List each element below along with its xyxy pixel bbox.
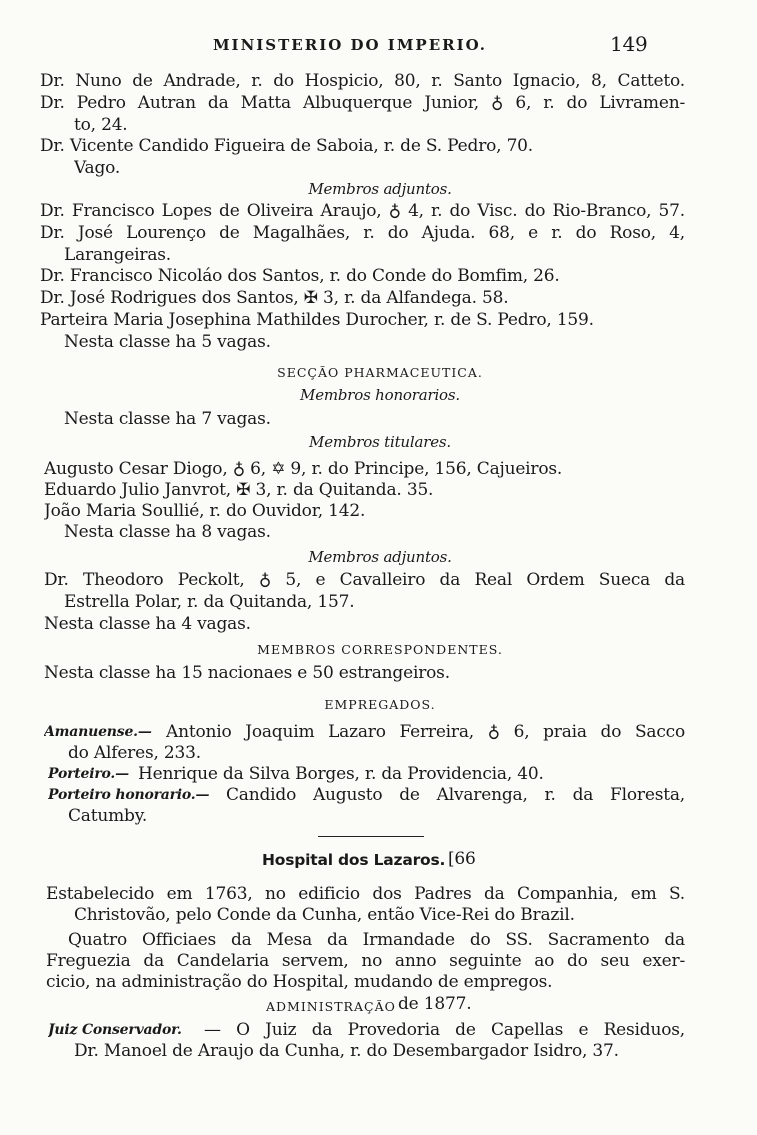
entry-line: Parteira Maria Josephina Mathildes Durocher, r. de S. Pedro, 159. bbox=[40, 310, 594, 330]
vacancy-note: Nesta classe ha 8 vagas. bbox=[64, 522, 271, 542]
entry-line: Dr. Manoel de Araujo da Cunha, r. do Desembargador Isidro, 37. bbox=[74, 1041, 619, 1061]
entry-line: Dr. José Lourenço de Magalhães, r. do Ajuda. 68, e r. do Roso, 4, bbox=[40, 223, 685, 243]
vacancy-note: Nesta classe ha 15 nacionaes e 50 estrangeiros. bbox=[44, 663, 450, 683]
subsection-heading: ADMINISTRAÇÃO bbox=[266, 999, 396, 1014]
entry-line: do Alferes, 233. bbox=[68, 743, 201, 763]
role-label: Porteiro honorario.— bbox=[48, 787, 210, 803]
subsection-year: de 1877. bbox=[398, 994, 472, 1014]
vacancy-note: Nesta classe ha 7 vagas. bbox=[64, 409, 271, 429]
entry-line: Henrique da Silva Borges, r. da Providencia, 40. bbox=[138, 764, 544, 784]
entry-line: Augusto Cesar Diogo, ♁ 6, ✡ 9, r. do Principe, 156, Cajueiros. bbox=[44, 459, 563, 479]
entry-line: Dr. Pedro Autran da Matta Albuquerque Junior, ♁ 6, r. do Livramen- bbox=[40, 93, 685, 113]
entry-line: Dr. Nuno de Andrade, r. do Hospicio, 80, r. Santo Ignacio, 8, Catteto. bbox=[40, 71, 685, 91]
entry-line: Dr. José Rodrigues dos Santos, ✠ 3, r. da Alfandega. 58. bbox=[40, 288, 509, 308]
entry-line: Larangeiras. bbox=[64, 245, 172, 265]
section-heading: EMPREGADOS. bbox=[324, 697, 436, 712]
entry-line: Candido Augusto de Alvarenga, r. da Floresta, bbox=[226, 785, 685, 805]
entry-line: João Maria Soullié, r. do Ouvidor, 142. bbox=[44, 501, 366, 521]
role-label: Porteiro.— bbox=[48, 766, 129, 782]
section-heading: SECÇÃO PHARMACEUTICA. bbox=[277, 365, 483, 380]
subsection-heading: Membros titulares. bbox=[309, 433, 451, 451]
entry-line: Estrella Polar, r. da Quitanda, 157. bbox=[64, 592, 355, 612]
subsection-heading: Membros adjuntos. bbox=[308, 548, 452, 566]
vacancy-note: Nesta classe ha 4 vagas. bbox=[44, 614, 251, 634]
role-label: Amanuense.— bbox=[44, 724, 152, 740]
section-divider bbox=[318, 836, 424, 837]
paragraph-line: Freguezia da Candelaria servem, no anno seguinte ao do seu exer- bbox=[46, 951, 685, 971]
entry-line: Dr. Theodoro Peckolt, ♁ 5, e Cavalleiro da Real Ordem Sueca da bbox=[44, 570, 685, 590]
page-number: 149 bbox=[610, 33, 648, 55]
vacancy-note: Nesta classe ha 5 vagas. bbox=[64, 332, 271, 352]
entry-line: Vago. bbox=[74, 158, 121, 178]
entry-line: to, 24. bbox=[74, 115, 128, 135]
entry-line: Eduardo Julio Janvrot, ✠ 3, r. da Quitanda. 35. bbox=[44, 480, 434, 500]
running-title: MINISTERIO DO IMPERIO. bbox=[212, 36, 488, 54]
entry-line: Dr. Francisco Nicoláo dos Santos, r. do Conde do Bomfim, 26. bbox=[40, 266, 560, 286]
paragraph-line: Estabelecido em 1763, no edificio dos Padres da Companhia, em S. bbox=[46, 884, 685, 904]
role-label: Juiz Conservador. bbox=[48, 1022, 182, 1038]
entry-line: Antonio Joaquim Lazaro Ferreira, ♁ 6, praia do Sacco bbox=[166, 722, 685, 742]
paragraph-line: cicio, na administração do Hospital, mudando de empregos. bbox=[46, 972, 553, 992]
paragraph-line: Christovão, pelo Conde da Cunha, então Vice-Rei do Brazil. bbox=[74, 905, 575, 925]
entry-line: Dr. Vicente Candido Figueira de Saboia, r. de S. Pedro, 70. bbox=[40, 136, 534, 156]
section-number: [66 bbox=[448, 849, 476, 869]
subsection-heading: Membros adjuntos. bbox=[308, 180, 452, 198]
entry-line: Dr. Francisco Lopes de Oliveira Araujo, ♁ 4, r. do Visc. do Rio-Branco, 57. bbox=[40, 201, 685, 221]
entry-line: Catumby. bbox=[68, 806, 148, 826]
entry-line: — O Juiz da Provedoria de Capellas e Residuos, bbox=[204, 1020, 685, 1040]
section-heading: MEMBROS CORRESPONDENTES. bbox=[257, 642, 503, 657]
paragraph-line: Quatro Officiaes da Mesa da Irmandade do SS. Sacramento da bbox=[68, 930, 685, 950]
section-title: Hospital dos Lazaros. bbox=[262, 851, 446, 869]
subsection-heading: Membros honorarios. bbox=[300, 386, 460, 404]
